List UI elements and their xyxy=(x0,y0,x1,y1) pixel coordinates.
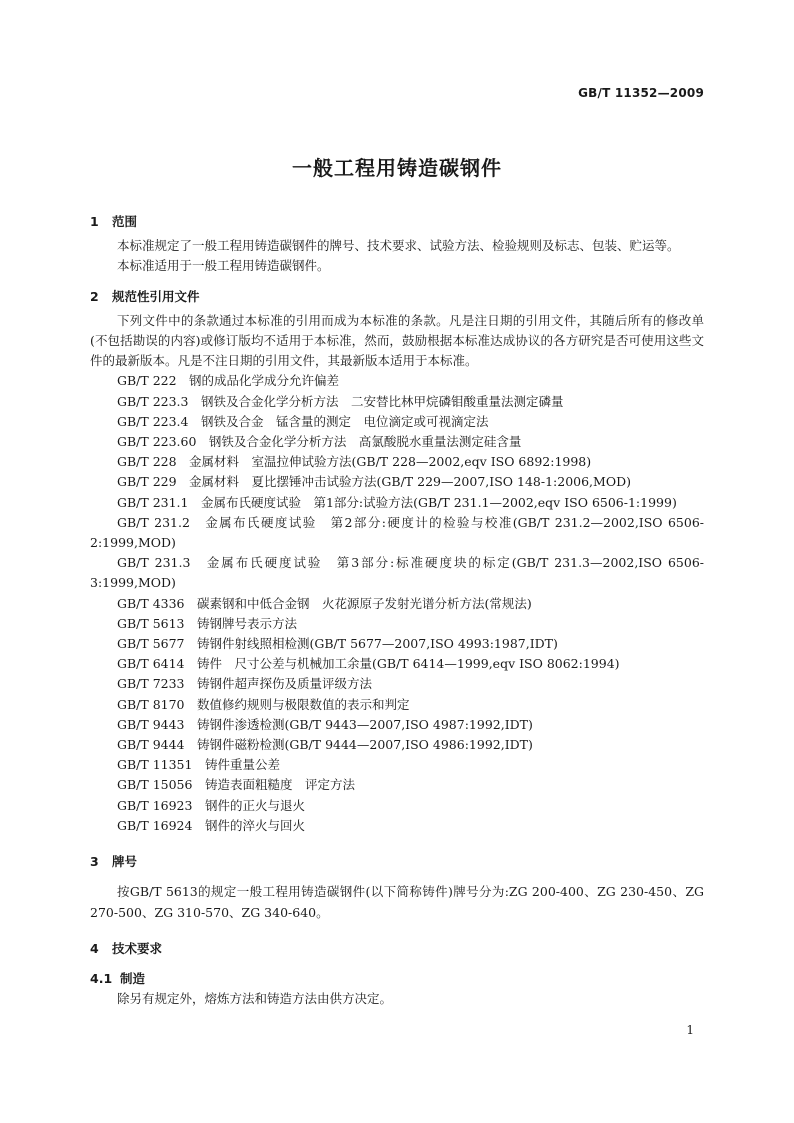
reference-item: GB/T 16923 钢件的正火与退火 xyxy=(117,797,305,813)
manufacturing-paragraph: 除另有规定外，熔炼方法和铸造方法由供方决定。 xyxy=(117,991,393,1007)
subsection-title: 制造 xyxy=(120,970,146,986)
reference-item: GB/T 6414 铸件 尺寸公差与机械加工余量(GB/T 6414—1999,eqv ISO 8062:1994) xyxy=(117,656,620,672)
section-title: 技术要求 xyxy=(112,940,163,956)
page-number: 1 xyxy=(686,1023,694,1037)
reference-item: GB/T 7233 铸钢件超声探伤及质量评级方法 xyxy=(117,676,373,692)
scope-paragraph-1: 本标准规定了一般工程用铸造碳钢件的牌号、技术要求、试验方法、检验规则及标志、包装、贮运等。 xyxy=(117,238,680,254)
reference-item: GB/T 228 金属材料 室温拉伸试验方法(GB/T 228—2002,eqv ISO 6892:1998) xyxy=(117,454,592,470)
reference-item: GB/T 223.4 钢铁及合金 锰含量的测定 电位滴定或可视滴定法 xyxy=(117,413,489,429)
subsection-number: 4.1 xyxy=(90,970,113,986)
reference-item: GB/T 231.1 金属布氏硬度试验 第1部分:试验方法(GB/T 231.1—2002,eqv ISO 6506-1:1999) xyxy=(117,494,677,510)
subsection-4-1-heading xyxy=(90,969,704,989)
document-title: 一般工程用铸造碳钢件 xyxy=(292,156,502,180)
section-number: 2 xyxy=(90,288,99,304)
reference-item: GB/T 11351 铸件重量公差 xyxy=(117,757,280,773)
reference-item: GB/T 4336 碳素钢和中低合金钢 火花源原子发射光谱分析方法(常规法) xyxy=(117,595,532,611)
reference-item: GB/T 223.60 钢铁及合金化学分析方法 高氯酸脱水重量法测定硅含量 xyxy=(117,434,522,450)
reference-item: GB/T 5613 铸钢牌号表示方法 xyxy=(117,615,298,631)
section-number: 4 xyxy=(90,940,99,956)
grades-paragraph: 按GB/T 5613的规定一般工程用铸造碳钢件(以下简称铸件)牌号分为:ZG 200-400、ZG 230-450、ZG 270-500、ZG 310-570、ZG 340-640。 xyxy=(90,884,704,920)
section-number: 1 xyxy=(90,214,99,229)
reference-item: GB/T 9443 铸钢件渗透检测(GB/T 9443—2007,ISO 4987:1992,IDT) xyxy=(117,716,533,732)
reference-item: GB/T 231.2 金属布氏硬度试验 第2部分:硬度计的检验与校准(GB/T 231.2—2002,ISO 6506-2:1999,MOD) xyxy=(90,514,704,551)
reference-item: GB/T 5677 铸钢件射线照相检测(GB/T 5677—2007,ISO 4993:1987,IDT) xyxy=(117,636,558,652)
section-number: 3 xyxy=(90,854,99,870)
reference-item: GB/T 16924 钢件的淬火与回火 xyxy=(117,817,305,833)
reference-item: GB/T 222 钢的成品化学成分允许偏差 xyxy=(117,373,340,389)
section-title: 规范性引用文件 xyxy=(112,288,200,304)
reference-item: GB/T 231.3 金属布氏硬度试验 第3部分:标准硬度块的标定(GB/T 231.3—2002,ISO 6506-3:1999,MOD) xyxy=(90,555,704,591)
section-title: 范围 xyxy=(112,214,138,229)
scope-paragraph-2: 本标准适用于一般工程用铸造碳钢件。 xyxy=(117,258,330,274)
reference-item: GB/T 8170 数值修约规则与极限数值的表示和判定 xyxy=(117,696,410,712)
reference-item: GB/T 9444 铸钢件磁粉检测(GB/T 9444—2007,ISO 4986:1992,IDT) xyxy=(117,737,533,753)
section-4-heading xyxy=(90,939,704,959)
section-3-heading xyxy=(90,852,704,872)
document-body xyxy=(90,212,704,1009)
reference-item: GB/T 15056 铸造表面粗糙度 评定方法 xyxy=(117,777,355,793)
section-1-heading xyxy=(90,212,704,232)
section-title: 牌号 xyxy=(112,854,138,870)
standard-code-header: GB/T 11352—2009 xyxy=(578,86,704,100)
reference-item: GB/T 223.3 钢铁及合金化学分析方法 二安替比林甲烷磷钼酸重量法测定磷量 xyxy=(117,393,564,409)
section-2-heading xyxy=(90,287,704,307)
references-intro: 下列文件中的条款通过本标准的引用而成为本标准的条款。凡是注日期的引用文件，其随后所有的修改单(不包括勘误的内容)或修订版均不适用于本标准，然而，鼓励根据本标准达成协议的各方研究是否可使用这些文件的最新版本。凡是不注日期的引用文件，其最新版本适用于本标准。 xyxy=(90,312,704,369)
reference-item: GB/T 229 金属材料 夏比摆锤冲击试验方法(GB/T 229—2007,ISO 148-1:2006,MOD) xyxy=(117,474,631,490)
